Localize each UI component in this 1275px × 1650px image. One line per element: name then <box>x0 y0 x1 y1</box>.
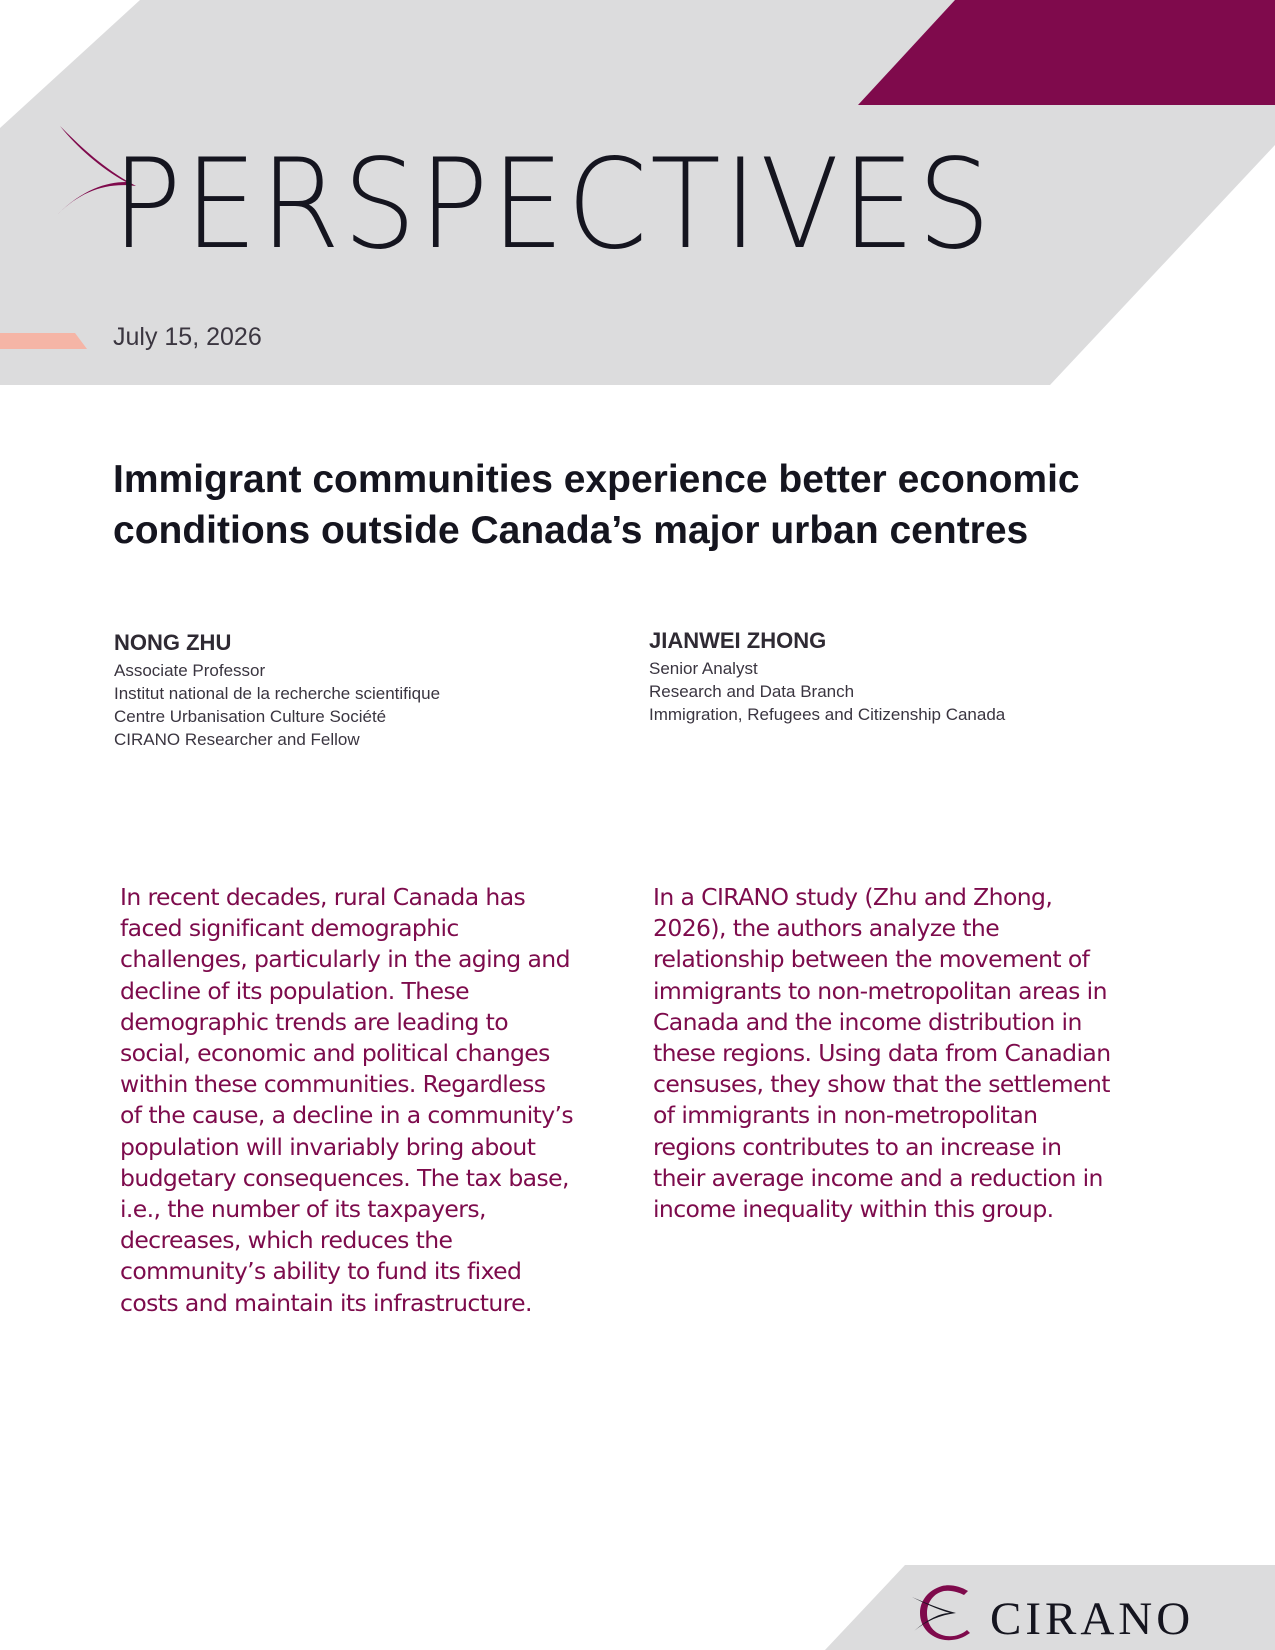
intro-line: immigrants to non-metropolitan areas in <box>653 976 1107 1005</box>
intro-column-left <box>120 882 610 1319</box>
intro-line: within these communities. Regardless <box>120 1070 546 1099</box>
intro-line: population will invariably bring about <box>120 1132 536 1161</box>
cirano-logo-icon <box>910 1583 985 1643</box>
intro-line: of immigrants in non-metropolitan <box>653 1101 1038 1130</box>
intro-line: In a CIRANO study (Zhu and Zhong, <box>653 883 1053 911</box>
intro-line: of the cause, a decline in a community’s <box>120 1101 574 1130</box>
author-title: Senior Analyst <box>649 659 758 678</box>
author-block-1 <box>114 628 584 751</box>
intro-line: decline of its population. These <box>120 976 469 1005</box>
intro-line: social, economic and political changes <box>120 1039 550 1068</box>
intro-line: faced significant demographic <box>120 914 459 943</box>
author-name: JIANWEI ZHONG <box>649 628 827 653</box>
intro-line: demographic trends are leading to <box>120 1007 509 1036</box>
intro-line: these regions. Using data from Canadian <box>653 1039 1111 1068</box>
intro-line: decreases, which reduces the <box>120 1226 453 1255</box>
intro-line: budgetary consequences. The tax base, <box>120 1163 569 1192</box>
intro-line: relationship between the movement of <box>653 945 1090 974</box>
author-block-2 <box>649 626 1119 726</box>
author-title: Associate Professor <box>114 661 266 680</box>
author-affiliation: Centre Urbanisation Culture Société <box>114 707 387 726</box>
intro-line: their average income and a reduction in <box>653 1163 1103 1192</box>
author-affiliation: CIRANO Researcher and Fellow <box>114 730 360 749</box>
publication-date: July 15, 2026 <box>113 323 262 351</box>
author-affiliation: Research and Data Branch <box>649 682 855 701</box>
intro-line: community’s ability to fund its fixed <box>120 1257 522 1286</box>
intro-line: Canada and the income distribution in <box>653 1007 1082 1036</box>
intro-line: income inequality within this group. <box>653 1195 1054 1224</box>
author-name: NONG ZHU <box>114 630 232 655</box>
intro-line: costs and maintain its infrastructure. <box>120 1288 532 1317</box>
footer-brand: CIRANO <box>990 1593 1195 1645</box>
intro-line: challenges, particularly in the aging and <box>120 945 570 974</box>
intro-column-right <box>653 882 1143 1225</box>
masthead-wordmark: PERSPECTIVES <box>112 133 994 277</box>
intro-line: 2026), the authors analyze the <box>653 914 1000 943</box>
author-affiliation: Immigration, Refugees and Citizenship Canada <box>649 705 1006 724</box>
intro-line: regions contributes to an increase in <box>653 1132 1062 1161</box>
intro-line: censuses, they show that the settlement <box>653 1070 1110 1099</box>
intro-line: i.e., the number of its taxpayers, <box>120 1195 486 1224</box>
intro-line: In recent decades, rural Canada has <box>120 883 526 911</box>
article-title: Immigrant communities experience better economic conditions outside Canada’s major urban centres <box>113 458 1080 552</box>
author-affiliation: Institut national de la recherche scientifique <box>114 684 441 703</box>
salmon-bar <box>0 333 87 349</box>
